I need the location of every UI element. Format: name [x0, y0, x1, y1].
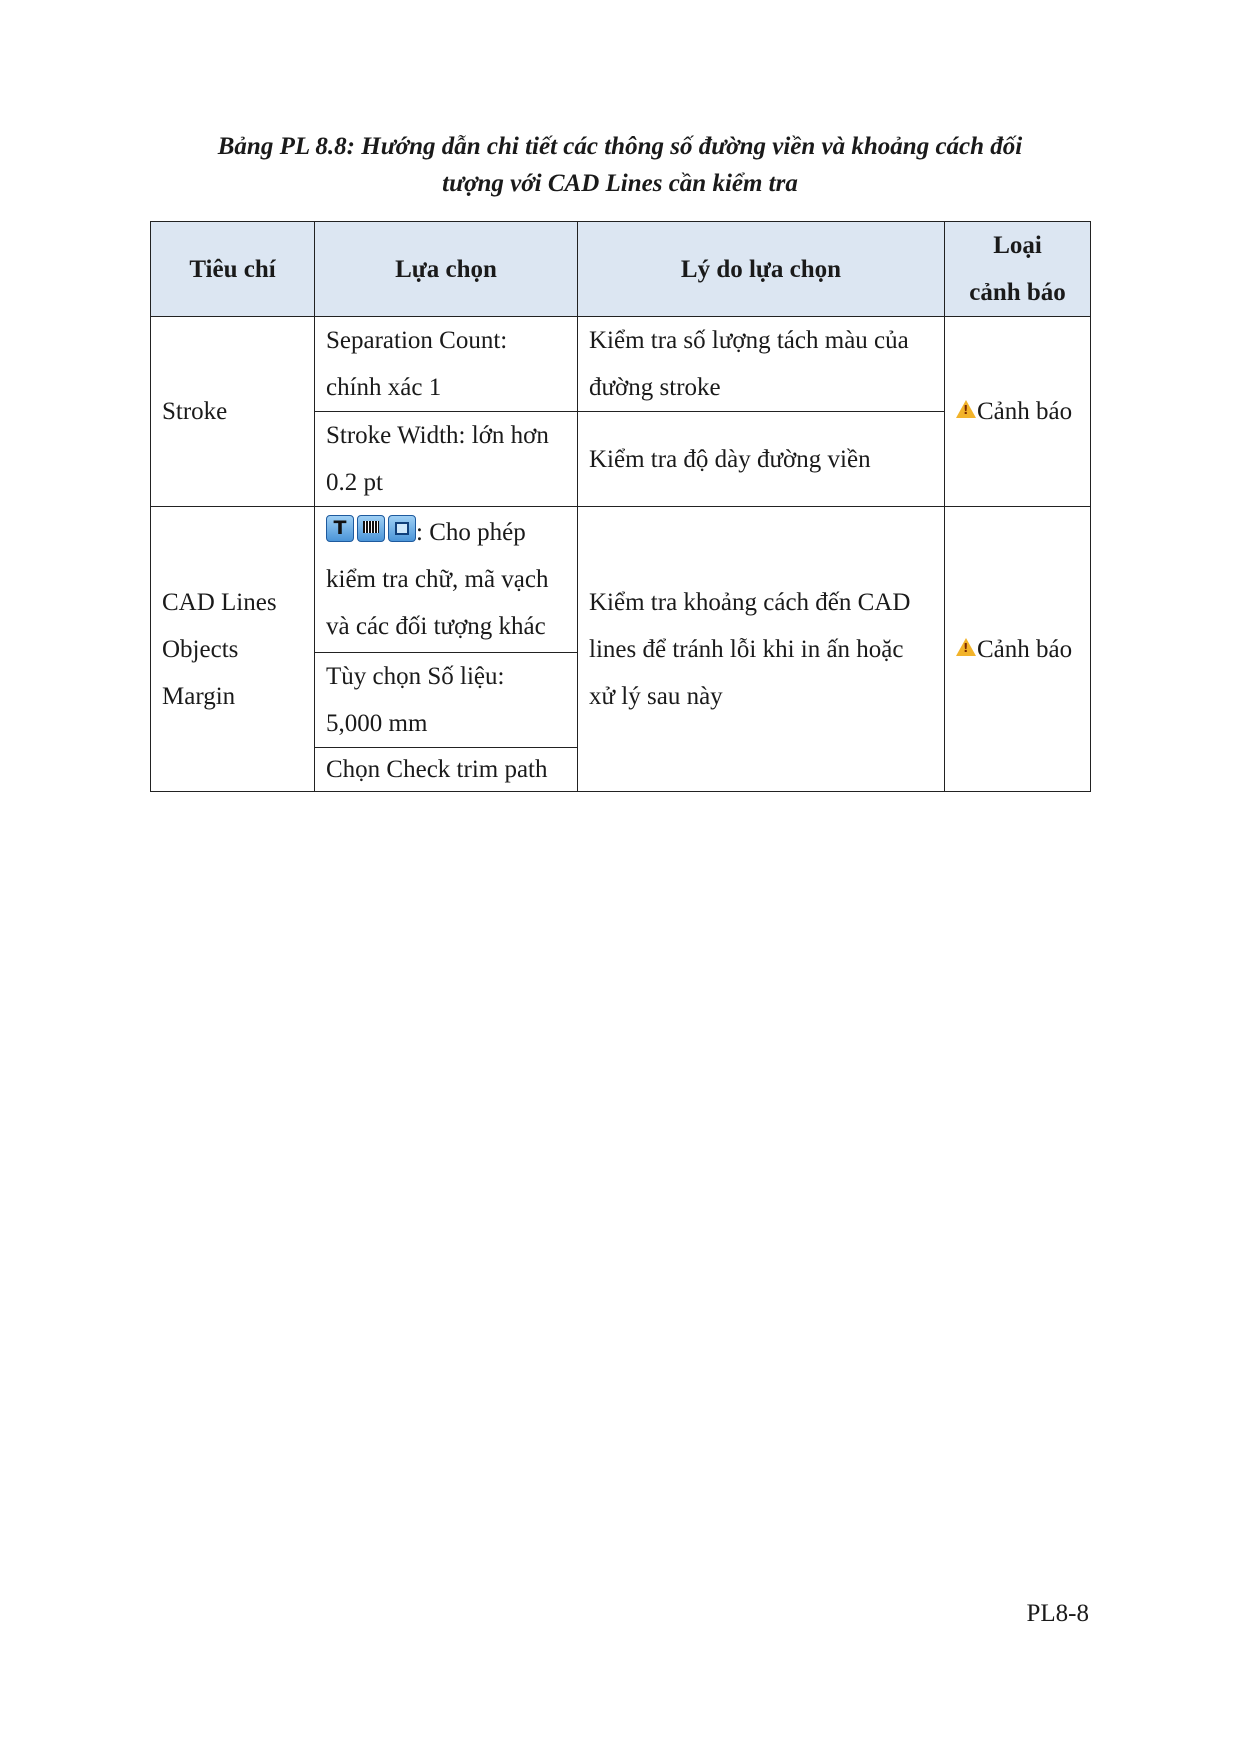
stroke-choice-separation: Separation Count: chính xác 1: [315, 317, 578, 412]
cad-choice-margin-value: Tùy chọn Số liệu: 5,000 mm: [315, 653, 578, 748]
text-icon: [326, 515, 354, 542]
settings-table: [150, 221, 1091, 792]
table-row: [151, 317, 1091, 412]
table-row: [151, 507, 1091, 653]
cad-criteria-line-1: CAD Lines: [162, 588, 277, 616]
cad-criteria-line-3: Margin: [162, 682, 236, 710]
header-choice: Lựa chọn: [315, 222, 578, 317]
warning-icon: [956, 400, 976, 418]
header-warning-type-line-2: cảnh báo: [969, 279, 1066, 306]
header-criteria: Tiêu chí: [151, 222, 315, 317]
stroke-warning: [945, 317, 1091, 507]
object-icon: [388, 515, 416, 542]
caption-line-1: Bảng PL 8.8: Hướng dẫn chi tiết các thông số đường viền và khoảng cách đối: [217, 133, 1023, 160]
cad-choice-trim-path: Chọn Check trim path: [315, 748, 578, 792]
stroke-reason-width: Kiểm tra độ dày đường viền: [578, 412, 945, 507]
warning-icon: [956, 638, 976, 656]
header-warning-type-line-1: Loại: [993, 232, 1042, 259]
cad-criteria: [151, 507, 315, 792]
header-reason: Lý do lựa chọn: [578, 222, 945, 317]
stroke-reason-separation: Kiểm tra số lượng tách màu của đường stroke: [578, 317, 945, 412]
cad-criteria-line-2: Objects: [162, 635, 239, 663]
page-number: PL8-8: [1026, 1600, 1089, 1627]
cad-choice-object-types-text: : Cho phép kiểm tra chữ, mã vạch và các đối tượng khác: [326, 519, 549, 640]
stroke-choice-width: Stroke Width: lớn hơn 0.2 pt: [315, 412, 578, 507]
cad-warning-label: Cảnh báo: [977, 635, 1073, 663]
cad-choice-object-types: [315, 507, 578, 653]
header-warning-type: [945, 222, 1091, 317]
caption-line-2: tượng với CAD Lines cần kiểm tra: [442, 170, 798, 197]
header-row: [151, 222, 1091, 317]
cad-reason: Kiểm tra khoảng cách đến CAD lines để tránh lỗi khi in ấn hoặc xử lý sau này: [578, 507, 945, 792]
object-type-icons: [326, 515, 416, 542]
barcode-icon: [357, 515, 385, 542]
stroke-criteria: Stroke: [151, 317, 315, 507]
stroke-warning-label: Cảnh báo: [977, 398, 1073, 425]
table-caption: [150, 128, 1090, 202]
cad-warning: [945, 507, 1091, 792]
